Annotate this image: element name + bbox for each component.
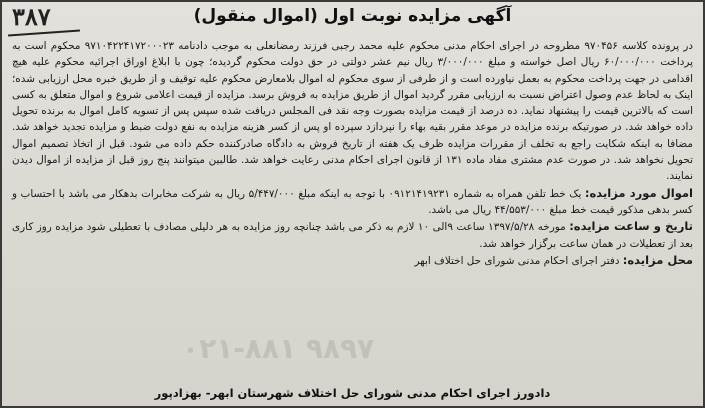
section-items-text: یک خط تلفن همراه به شماره ۰۹۱۲۱۴۱۹۲۳۱ با توجه به اینکه مبلغ ۵/۴۴۷/۰۰۰ ریال به شرکت مخابرات بدهکار می باشد با احتساب و کسر بدهی مذکور قیمت خط مبلغ ۴۴/۵۵۳/۰۰۰ ریال می باشد. (12, 187, 693, 216)
notice-title: آگهی مزایده نوبت اول (اموال منقول) (193, 6, 512, 26)
section-location (12, 252, 693, 269)
section-items (12, 185, 693, 219)
signature: دادورز اجرای احکام مدنی شورای حل اختلاف شهرستان ابهر- بهزادپور (154, 386, 551, 400)
phone-watermark: ۰۲۱-۸۸۱ ۹۸۹۷ (182, 332, 375, 365)
section-date-label: تاریخ و ساعت مزایده: (569, 219, 693, 234)
main-paragraph: در پرونده کلاسه ۹۷۰۴۵۶ مطروحه در اجرای احکام مدنی محکوم علیه محمد رجبی فرزند رمضانعلی به موجب دادنامه ۹۷۱۰۴۲۲۴۱۷۲۰۰۰۲۳ محکوم است به پرداخت ۶۰/۰۰۰/۰۰۰ ریال اصل خواسته و مبلغ ۳/۰۰۰/۰۰۰ ریال نیم عشر دولتی در حق دولت محکوم گردیده؛ چون با ابلاغ اوراق اجرائیه محکوم علیه هیچ اقدامی در جهت پرداخت محکوم به بعمل نیاورده است و از طرفی از سوی محکوم له اموال بلامعارض محکوم علیه توقیف و از طریق خبره محل ارزیابی شده؛ اینک به لحاظ عدم وصول اعتراض نسبت به ارزیابی مقرر گردید اموال از طریق مزایده به فروش برسد. مزایده از قیمت اعلامی شروع و اموال متعلق به کسی است که بالاترین قیمت را پیشنهاد نماید. ده درصد از قیمت مزایده بصورت وجه نقد فی المجلس دریافت شده سپس پس از تسویه کامل اموال به برنده تحویل داده خواهد شد. در صورتیکه برنده مزایده در موعد مقرر بقیه بهاء را نپردازد سپرده او پس از کسر هزینه مزایده به نفع دولت ضبط و مزایده تجدید خواهد شد. مضافا به اینکه شکایت راجع به تخلف از مقررات مزایده ظرف یک هفته از تاریخ فروش به دادگاه صادرکننده حکم داده می شود. قبل از اتخاذ تصمیم اموال تحویل نخواهد شد. در صورت عدم مشتری مفاد ماده ۱۳۱ از قانون اجرای احکام مدنی رعایت خواهد شد. طالبین میتوانند پنج روز قبل از مزایده از اموال دیدن نمایند. (12, 40, 693, 183)
section-date (12, 218, 693, 252)
section-location-text: دفتر اجرای احکام مدنی شورای حل اختلاف ابهر (414, 254, 623, 267)
section-date-text: مورخه ۱۳۹۷/۵/۲۸ ساعت ۹الی ۱۰ لازم به ذکر می باشد چنانچه روز مزایده به هر دلیلی مصادف با تعطیلی شود مزایده روز کاری بعد از تعطیلات در همان ساعت برگزار خواهد شد. (12, 221, 693, 250)
section-items-label: اموال مورد مزایده: (584, 185, 693, 200)
ad-number: ۳۸۷ (12, 2, 51, 31)
notice-body (12, 38, 693, 269)
section-location-label: محل مزایده: (622, 252, 693, 267)
